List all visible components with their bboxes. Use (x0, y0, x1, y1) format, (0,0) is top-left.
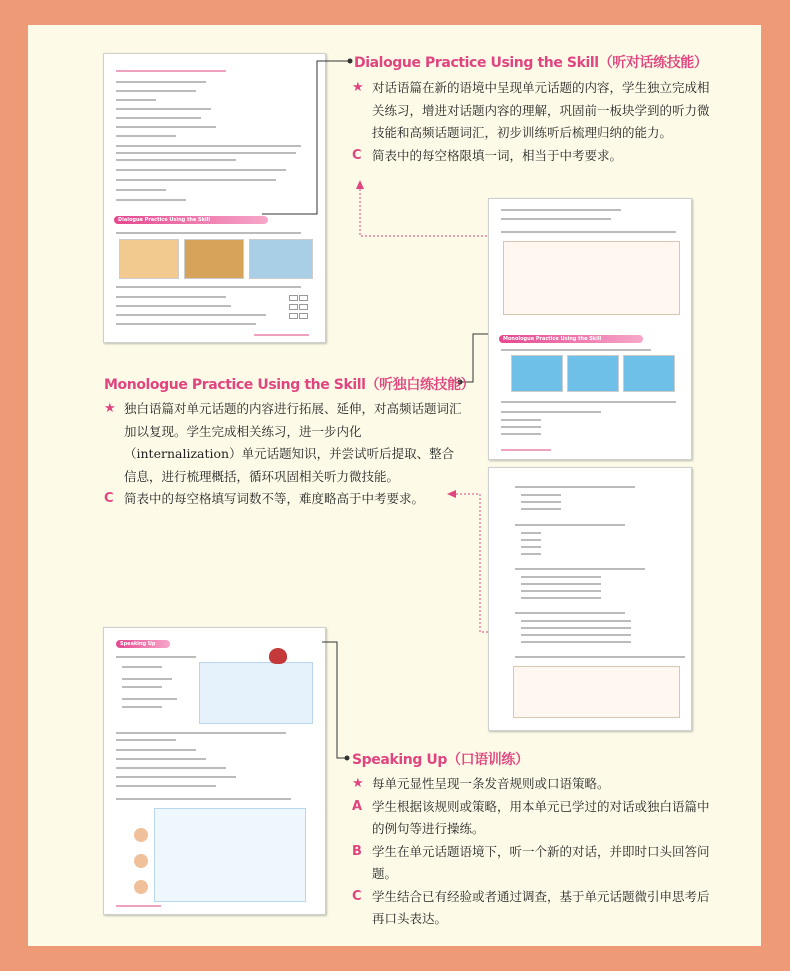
item-marker: A (352, 798, 363, 814)
item-marker: C (352, 147, 362, 163)
dialogue-heading: Dialogue Practice Using the Skill（听对话练技能） (354, 55, 708, 71)
list-item: ★ 每单元显性呈现一条发音规则或口语策略。 (352, 773, 712, 796)
list-item: C 简表中的每空格填写词数不等，难度略高于中考要求。 (104, 488, 464, 511)
list-item: B 学生在单元话题语境下，听一个新的对话，并即时口头回答问题。 (352, 841, 712, 886)
item-marker: B (352, 843, 362, 859)
list-item: A 学生根据该规则或策略，用本单元已学过的对话或独白语篇中的例句等进行操练。 (352, 796, 712, 841)
monologue-heading: Monologue Practice Using the Skill（听独白练技能） (104, 377, 475, 393)
speaking-body (352, 773, 712, 931)
list-item: ★ 独白语篇对单元话题的内容进行拓展、延伸，对高频话题词汇加以复现。学生完成相关练习，进一步内化（internalization）单元话题知识，并尝试听后提取、整合信息，进行梳理概括，循环巩固相关听力微技能。 (104, 398, 464, 488)
thumb-section-bar: Dialogue Practice Using the Skill (114, 216, 268, 224)
list-item: C 学生结合已有经验或者通过调查，基于单元话题微引申思考后再口头表达。 (352, 886, 712, 931)
monologue-body (104, 398, 464, 511)
list-item: C 简表中的每空格限填一词，相当于中考要求。 (352, 145, 712, 168)
star-marker-icon: ★ (352, 80, 364, 95)
star-marker-icon: ★ (104, 401, 116, 416)
item-marker: C (352, 888, 362, 904)
thumb-section-bar: Speaking Up (116, 640, 170, 648)
dialogue-body (352, 77, 712, 167)
speaking-heading: Speaking Up（口语训练） (352, 752, 529, 768)
item-marker: C (104, 491, 114, 506)
list-item: ★ 对话语篇在新的语境中呈现单元话题的内容，学生独立完成相关练习，增进对话题内容的理解，巩固前一板块学到的听力微技能和高频话题词汇，初步训练听后梳理归纳的能力。 (352, 77, 712, 145)
star-marker-icon: ★ (352, 776, 364, 791)
thumb-section-bar: Monologue Practice Using the Skill (499, 335, 643, 343)
